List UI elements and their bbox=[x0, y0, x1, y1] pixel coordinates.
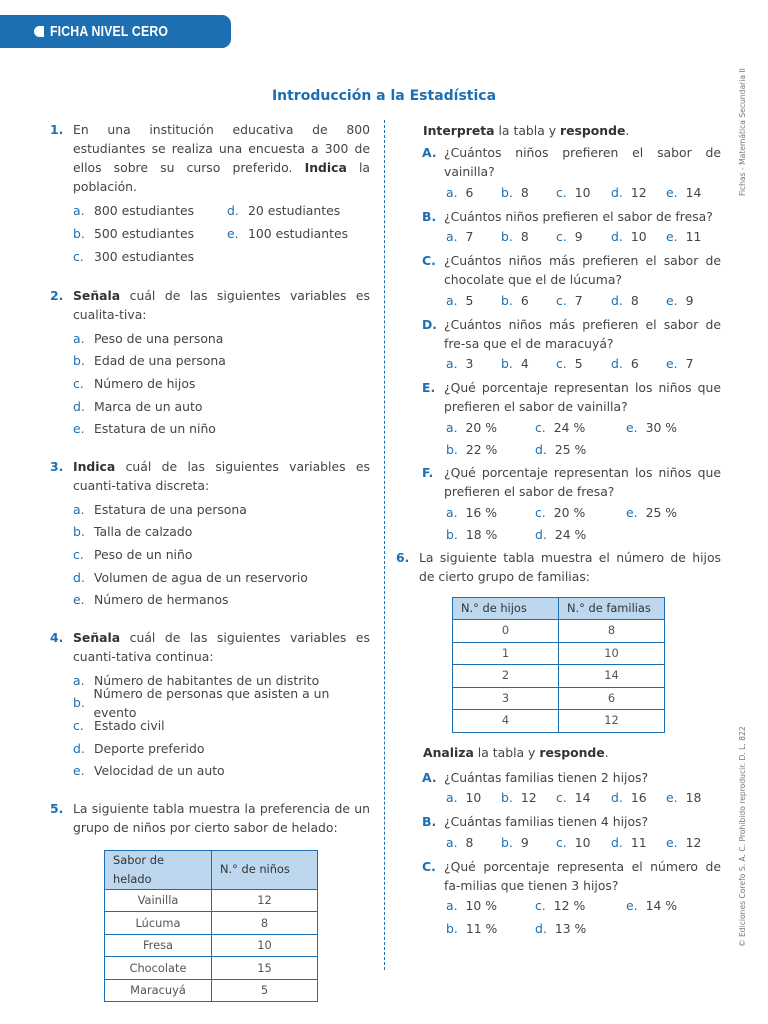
option: a. 5 bbox=[446, 292, 474, 308]
option: e. 14 % bbox=[626, 898, 678, 914]
instruction-interpreta: Interpreta la tabla y responde. bbox=[423, 123, 630, 138]
options-row bbox=[446, 289, 721, 312]
option: c. 14 bbox=[556, 790, 591, 806]
option: a. 6 bbox=[446, 184, 474, 200]
options-row bbox=[446, 831, 721, 854]
ice-cream-table bbox=[104, 850, 318, 1003]
left-column bbox=[50, 120, 370, 1002]
sub-question bbox=[396, 207, 721, 249]
option: b. Edad de una persona bbox=[73, 353, 226, 369]
option: b. 8 bbox=[501, 184, 529, 200]
option: d. 6 bbox=[611, 356, 639, 372]
table-row: 1 10 bbox=[453, 642, 665, 665]
option: a. 3 bbox=[446, 356, 474, 372]
sub-question-text: ¿Qué porcentaje representan los niños que prefieren el sabor de vainilla? bbox=[444, 380, 721, 414]
option: b. 6 bbox=[501, 292, 529, 308]
sub-question-text: ¿Qué porcentaje representan los niños que prefieren el sabor de fresa? bbox=[444, 465, 721, 499]
sub-question-text: ¿Cuántos niños prefieren el sabor de vainilla? bbox=[444, 145, 721, 179]
question-text: Indica cuál de las siguientes variables es cuanti-tativa discreta: bbox=[73, 458, 370, 493]
sub-question-letter: D. bbox=[422, 316, 437, 332]
table-header: N.° de familias bbox=[559, 598, 665, 620]
option: e. Número de hermanos bbox=[73, 592, 229, 608]
option: e. Velocidad de un auto bbox=[73, 763, 225, 779]
children-table bbox=[452, 597, 665, 733]
table-row: Chocolate 15 bbox=[105, 957, 318, 980]
sub-question-text: ¿Cuántas familias tienen 4 hijos? bbox=[444, 814, 649, 829]
sub-question-text: ¿Qué porcentaje representa el número de fa-milias que tienen 3 hijos? bbox=[444, 858, 721, 893]
option: c. Estado civil bbox=[73, 717, 165, 733]
option: c. 9 bbox=[556, 229, 583, 245]
sub-question-letter: B. bbox=[422, 814, 437, 829]
table-row: 2 14 bbox=[453, 665, 665, 688]
option: a. 7 bbox=[446, 229, 474, 245]
option: e. Estatura de un niño bbox=[73, 421, 216, 437]
question-2 bbox=[50, 286, 370, 440]
sub-question-text: ¿Cuántos niños prefieren el sabor de fresa? bbox=[444, 208, 713, 224]
option: e. 25 % bbox=[626, 504, 678, 520]
table-row: Vainilla 12 bbox=[105, 889, 318, 912]
option: d. 13 % bbox=[535, 920, 587, 936]
option: d. 20 estudiantes bbox=[227, 203, 341, 218]
option: a. 16 % bbox=[446, 504, 498, 520]
option: d. Deporte preferido bbox=[73, 740, 205, 756]
table-row: 3 6 bbox=[453, 687, 665, 710]
option: d. 12 bbox=[611, 184, 647, 200]
sub-question-letter: B. bbox=[422, 208, 437, 224]
option: b. 22 % bbox=[446, 442, 498, 458]
table-header: N.° de hijos bbox=[453, 598, 559, 620]
question-6 bbox=[396, 548, 721, 733]
options-row bbox=[446, 787, 721, 810]
sub-question-letter: A. bbox=[422, 145, 437, 160]
options-grid bbox=[446, 501, 721, 546]
option: a. 10 bbox=[446, 790, 482, 806]
question-5 bbox=[50, 799, 370, 1003]
column-divider bbox=[384, 120, 385, 970]
header-label: FICHA NIVEL CERO bbox=[50, 23, 169, 40]
table-row: 0 8 bbox=[453, 620, 665, 643]
option: b. 500 estudiantes bbox=[73, 226, 195, 241]
sub-question bbox=[396, 378, 721, 461]
instruction-analiza: Analiza la tabla y responde. bbox=[423, 744, 609, 760]
option: e. 100 estudiantes bbox=[227, 226, 349, 241]
option: c. 20 % bbox=[535, 504, 586, 520]
options-grid bbox=[446, 895, 721, 940]
option: b. 9 bbox=[501, 834, 529, 850]
option: e. 11 bbox=[666, 229, 702, 245]
sub-question bbox=[396, 315, 721, 376]
option: b. 12 bbox=[501, 790, 537, 806]
option: d. Marca de un auto bbox=[73, 398, 203, 414]
question-text: La siguiente tabla muestra el número de hijos de cierto grupo de familias: bbox=[419, 550, 721, 584]
sub-question bbox=[396, 463, 721, 546]
question-text: Señala cuál de las siguientes variables es cuanti-tativa continua: bbox=[73, 629, 370, 664]
table-row: Lúcuma 8 bbox=[105, 912, 318, 935]
option: a. 10 % bbox=[446, 898, 498, 914]
option: c. 7 bbox=[556, 292, 583, 308]
table-row: Fresa 10 bbox=[105, 934, 318, 957]
sub-question bbox=[396, 812, 721, 854]
sub-question bbox=[396, 251, 721, 312]
option: d. 10 bbox=[611, 229, 647, 245]
option: a. 800 estudiantes bbox=[73, 203, 195, 218]
options-list bbox=[73, 498, 370, 611]
side-caption-top: Fichas - Matemática Secundaria II bbox=[738, 68, 747, 196]
question-4 bbox=[50, 628, 370, 782]
option: a. 8 bbox=[446, 834, 474, 850]
options-list bbox=[73, 327, 370, 440]
option: c. 10 bbox=[556, 834, 591, 850]
question-text: Señala cuál de las siguientes variables es cualita-tiva: bbox=[73, 288, 370, 322]
table-header-row bbox=[453, 598, 665, 620]
question-number: 5. bbox=[50, 800, 64, 816]
option: d. Volumen de agua de un reservorio bbox=[73, 569, 308, 585]
sub-question-text: ¿Cuántos niños más prefieren el sabor de fre-sa que el de maracuyá? bbox=[444, 316, 721, 351]
option: c. 12 % bbox=[535, 898, 586, 914]
question-number: 4. bbox=[50, 629, 64, 645]
option: c. 10 bbox=[556, 184, 591, 200]
question-text: La siguiente tabla muestra la preferencia de un grupo de niños por cierto sabor de helado: bbox=[73, 800, 370, 835]
option: b. 4 bbox=[501, 356, 529, 372]
sub-question-letter: C. bbox=[422, 858, 436, 874]
question-number: 6. bbox=[396, 550, 410, 565]
half-circle-icon bbox=[34, 26, 44, 37]
sub-question-letter: E. bbox=[422, 380, 436, 395]
right-column bbox=[396, 119, 721, 942]
option: d. 24 % bbox=[535, 527, 587, 543]
option: b. 8 bbox=[501, 229, 529, 245]
options-list bbox=[73, 669, 370, 782]
sub-question-letter: F. bbox=[422, 465, 434, 480]
section-header-tab bbox=[0, 15, 231, 48]
option: b. 18 % bbox=[446, 527, 498, 543]
sub-question-letter: C. bbox=[422, 253, 436, 268]
options-list bbox=[73, 199, 370, 268]
table-header: N.° de niños bbox=[212, 850, 318, 889]
question-number: 2. bbox=[50, 288, 64, 303]
page-title: Introducción a la Estadística bbox=[271, 88, 497, 104]
option: b. 11 % bbox=[446, 920, 498, 936]
sub-question bbox=[396, 143, 721, 204]
options-grid bbox=[446, 416, 721, 461]
table-header: Sabor de helado bbox=[105, 850, 212, 889]
table-row: 4 12 bbox=[453, 710, 665, 733]
question-3 bbox=[50, 457, 370, 611]
option: e. 12 bbox=[666, 834, 702, 850]
sub-question-text: ¿Cuántas familias tienen 2 hijos? bbox=[444, 769, 649, 785]
table-header-row bbox=[105, 850, 318, 889]
option: d. 8 bbox=[611, 292, 639, 308]
option: a. 20 % bbox=[446, 419, 498, 435]
option: a. Peso de una persona bbox=[73, 330, 224, 346]
options-row bbox=[446, 181, 721, 204]
table-row: Maracuyá 5 bbox=[105, 979, 318, 1002]
option: c. 24 % bbox=[535, 419, 586, 435]
option: d. 16 bbox=[611, 790, 647, 806]
option: a. Estatura de una persona bbox=[73, 501, 247, 517]
option: b. Talla de calzado bbox=[73, 524, 193, 540]
option: d. 11 bbox=[611, 834, 647, 850]
option: a. Número de habitantes de un distrito bbox=[73, 672, 320, 688]
option: c. Peso de un niño bbox=[73, 546, 193, 562]
options-row bbox=[446, 353, 721, 376]
sub-question bbox=[396, 857, 721, 940]
option: c. 5 bbox=[556, 356, 583, 372]
option: e. 9 bbox=[666, 292, 694, 308]
question-number: 1. bbox=[50, 122, 64, 137]
option: e. 7 bbox=[666, 356, 694, 372]
question-1 bbox=[50, 120, 370, 268]
option: e. 30 % bbox=[626, 419, 678, 435]
sub-question-letter: A. bbox=[422, 769, 437, 785]
options-row bbox=[446, 226, 721, 249]
side-caption-bottom: © Ediciones Corefo S. A. C. Prohibido reproducir. D. L. 822 bbox=[738, 726, 747, 947]
option: c. Número de hijos bbox=[73, 375, 196, 391]
option: e. 18 bbox=[666, 790, 702, 806]
option: b. Número de personas que asisten a un evento bbox=[73, 685, 330, 720]
question-number: 3. bbox=[50, 458, 64, 474]
option: e. 14 bbox=[666, 184, 702, 200]
option: c. 300 estudiantes bbox=[73, 249, 195, 264]
question-text: En una institución educativa de 800 estudiantes se realiza una encuesta a 300 de ellos sobre su curso preferido. Indica la población. bbox=[73, 122, 370, 194]
option: d. 25 % bbox=[535, 442, 587, 458]
sub-question bbox=[396, 768, 721, 810]
sub-question-text: ¿Cuántos niños más prefieren el sabor de chocolate que el de lúcuma? bbox=[444, 253, 721, 287]
